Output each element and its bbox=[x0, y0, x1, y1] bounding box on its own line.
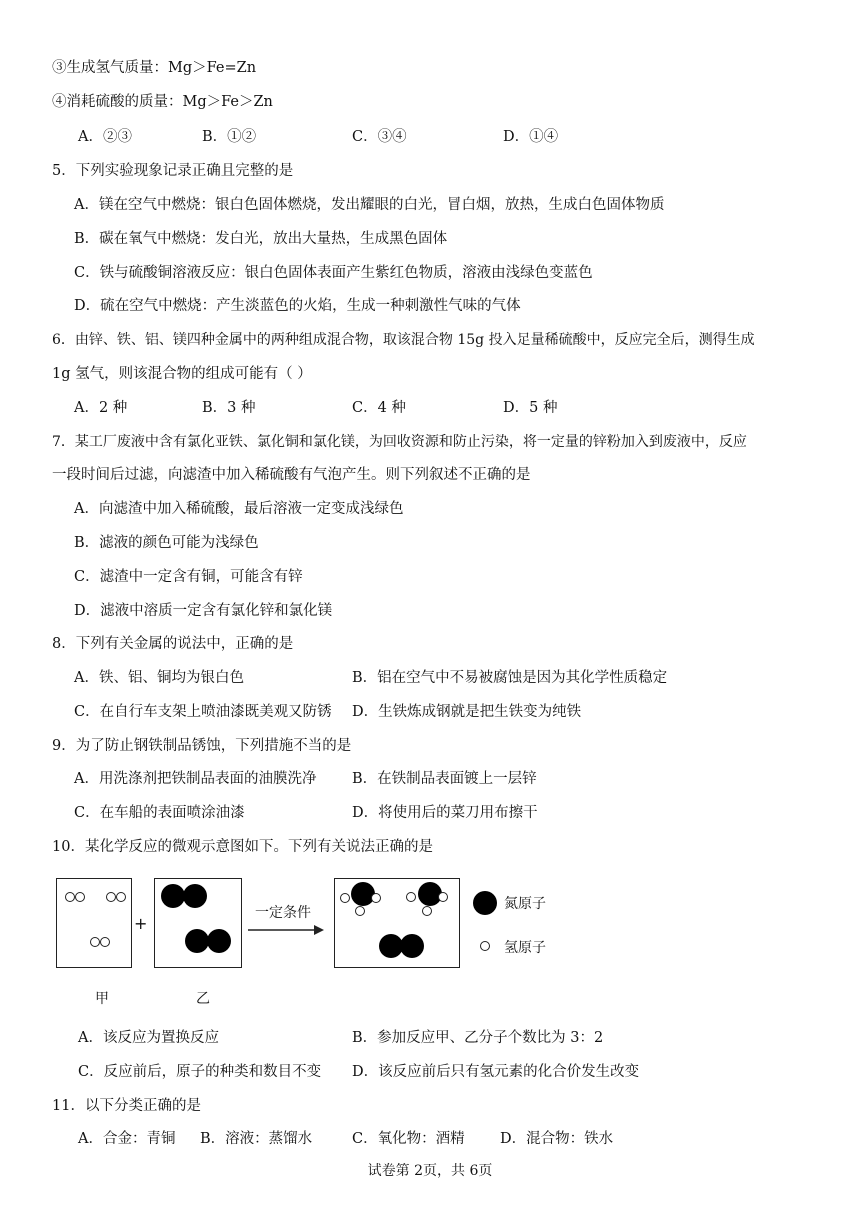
reaction-condition: 一定条件 bbox=[255, 905, 311, 921]
q7-stem-line-1: 7．某工厂废液中含有氯化亚铁、氯化铜和氯化镁，为回收资源和防止污染，将一定量的锌粉加入到废液中，反应 bbox=[52, 434, 747, 450]
q5-option-b: B．碳在氧气中燃烧：发白光，放出大量热，生成黑色固体 bbox=[74, 231, 448, 247]
q11-option-c: C．氧化物：酒精 bbox=[352, 1131, 465, 1147]
q11-option-d: D．混合物：铁水 bbox=[500, 1131, 614, 1147]
hydrogen-atom bbox=[100, 937, 110, 947]
q5-option-c: C．铁与硫酸铜溶液反应：银白色固体表面产生紫红色物质，溶液由浅绿色变蓝色 bbox=[74, 265, 593, 281]
q7-option-c: C．滤渣中一定含有铜，可能含有锌 bbox=[74, 569, 303, 585]
q11-stem: 11．以下分类正确的是 bbox=[52, 1098, 201, 1114]
reaction-arrow-icon bbox=[246, 922, 326, 938]
nitrogen-atom bbox=[207, 929, 231, 953]
q7-stem-line-2: 一段时间后过滤，向滤渣中加入稀硫酸有气泡产生。则下列叙述不正确的是 bbox=[52, 467, 531, 483]
q10-stem: 10．某化学反应的微观示意图如下。下列有关说法正确的是 bbox=[52, 839, 433, 855]
q6-stem-line-2: 1g 氢气，则该混合物的组成可能有（ ） bbox=[52, 366, 312, 382]
q10-option-b: B．参加反应甲、乙分子个数比为 3：2 bbox=[352, 1030, 604, 1046]
q11-option-b: B．溶液：蒸馏水 bbox=[200, 1131, 313, 1147]
q4-option-c: C．③④ bbox=[352, 129, 407, 145]
q5-option-d: D．硫在空气中燃烧：产生淡蓝色的火焰，生成一种刺激性气味的气体 bbox=[74, 298, 521, 314]
box-products bbox=[334, 878, 460, 968]
q8-option-a: A．铁、铝、铜均为银白色 bbox=[74, 670, 244, 686]
hydrogen-atom bbox=[65, 892, 75, 902]
hydrogen-atom bbox=[371, 893, 381, 903]
legend-nitrogen-label: 氮原子 bbox=[504, 896, 546, 912]
hydrogen-atom bbox=[106, 892, 116, 902]
q6-option-b: B．3 种 bbox=[202, 400, 256, 416]
q10-option-a: A．该反应为置换反应 bbox=[78, 1030, 219, 1046]
reaction-diagram bbox=[52, 870, 572, 1010]
hydrogen-atom bbox=[406, 892, 416, 902]
q6-option-d: D．5 种 bbox=[503, 400, 558, 416]
q4-option-a: A．②③ bbox=[78, 129, 132, 145]
q4-item-4: ④消耗硫酸的质量：Mg＞Fe＞Zn bbox=[52, 94, 273, 110]
q9-option-d: D．将使用后的菜刀用布擦干 bbox=[352, 805, 538, 821]
q4-option-d: D．①④ bbox=[503, 129, 559, 145]
q10-option-c: C．反应前后，原子的种类和数目不变 bbox=[78, 1064, 322, 1080]
nitrogen-atom bbox=[161, 884, 185, 908]
box-jia bbox=[56, 878, 132, 968]
hydrogen-atom bbox=[438, 892, 448, 902]
label-yi: 乙 bbox=[196, 991, 210, 1007]
box-yi bbox=[154, 878, 242, 968]
label-jia: 甲 bbox=[95, 991, 109, 1007]
q7-option-b: B．滤液的颜色可能为浅绿色 bbox=[74, 535, 259, 551]
legend-nitrogen-atom bbox=[473, 891, 497, 915]
q8-option-c: C．在自行车支架上喷油漆既美观又防锈 bbox=[74, 704, 332, 720]
legend-hydrogen-atom bbox=[480, 941, 490, 951]
q8-stem: 8．下列有关金属的说法中，正确的是 bbox=[52, 636, 294, 652]
hydrogen-atom bbox=[340, 893, 350, 903]
q7-option-a: A．向滤渣中加入稀硫酸，最后溶液一定变成浅绿色 bbox=[74, 501, 404, 517]
hydrogen-atom bbox=[116, 892, 126, 902]
q10-option-d: D．该反应前后只有氢元素的化合价发生改变 bbox=[352, 1064, 640, 1080]
q7-option-d: D．滤液中溶质一定含有氯化锌和氯化镁 bbox=[74, 603, 333, 619]
q5-stem: 5．下列实验现象记录正确且完整的是 bbox=[52, 163, 294, 179]
q6-stem-line-1: 6．由锌、铁、铝、镁四种金属中的两种组成混合物，取该混合物 15g 投入足量稀硫酸中，反应完全后，测得生成 bbox=[52, 332, 755, 348]
plus-sign: + bbox=[134, 914, 148, 933]
hydrogen-atom bbox=[75, 892, 85, 902]
q5-option-a: A．镁在空气中燃烧：银白色固体燃烧，发出耀眼的白光，冒白烟，放热，生成白色固体物质 bbox=[74, 197, 665, 213]
q9-option-b: B．在铁制品表面镀上一层锌 bbox=[352, 771, 537, 787]
q9-stem: 9．为了防止钢铁制品锈蚀，下列措施不当的是 bbox=[52, 738, 352, 754]
page-footer: 试卷第 2页，共 6页 bbox=[367, 1163, 493, 1179]
q4-option-b: B．①② bbox=[202, 129, 257, 145]
nitrogen-atom bbox=[400, 934, 424, 958]
hydrogen-atom bbox=[355, 906, 365, 916]
legend-hydrogen-label: 氢原子 bbox=[504, 940, 546, 956]
q9-option-c: C．在车船的表面喷涂油漆 bbox=[74, 805, 245, 821]
q11-option-a: A．合金：青铜 bbox=[78, 1131, 176, 1147]
q8-option-b: B．铝在空气中不易被腐蚀是因为其化学性质稳定 bbox=[352, 670, 668, 686]
q6-option-c: C．4 种 bbox=[352, 400, 406, 416]
q8-option-d: D．生铁炼成钢就是把生铁变为纯铁 bbox=[352, 704, 582, 720]
hydrogen-atom bbox=[90, 937, 100, 947]
hydrogen-atom bbox=[422, 906, 432, 916]
nitrogen-atom bbox=[185, 929, 209, 953]
q6-option-a: A．2 种 bbox=[74, 400, 128, 416]
q9-option-a: A．用洗涤剂把铁制品表面的油膜洗净 bbox=[74, 771, 317, 787]
nitrogen-atom bbox=[183, 884, 207, 908]
q4-item-3: ③生成氢气质量：Mg＞Fe=Zn bbox=[52, 60, 257, 76]
